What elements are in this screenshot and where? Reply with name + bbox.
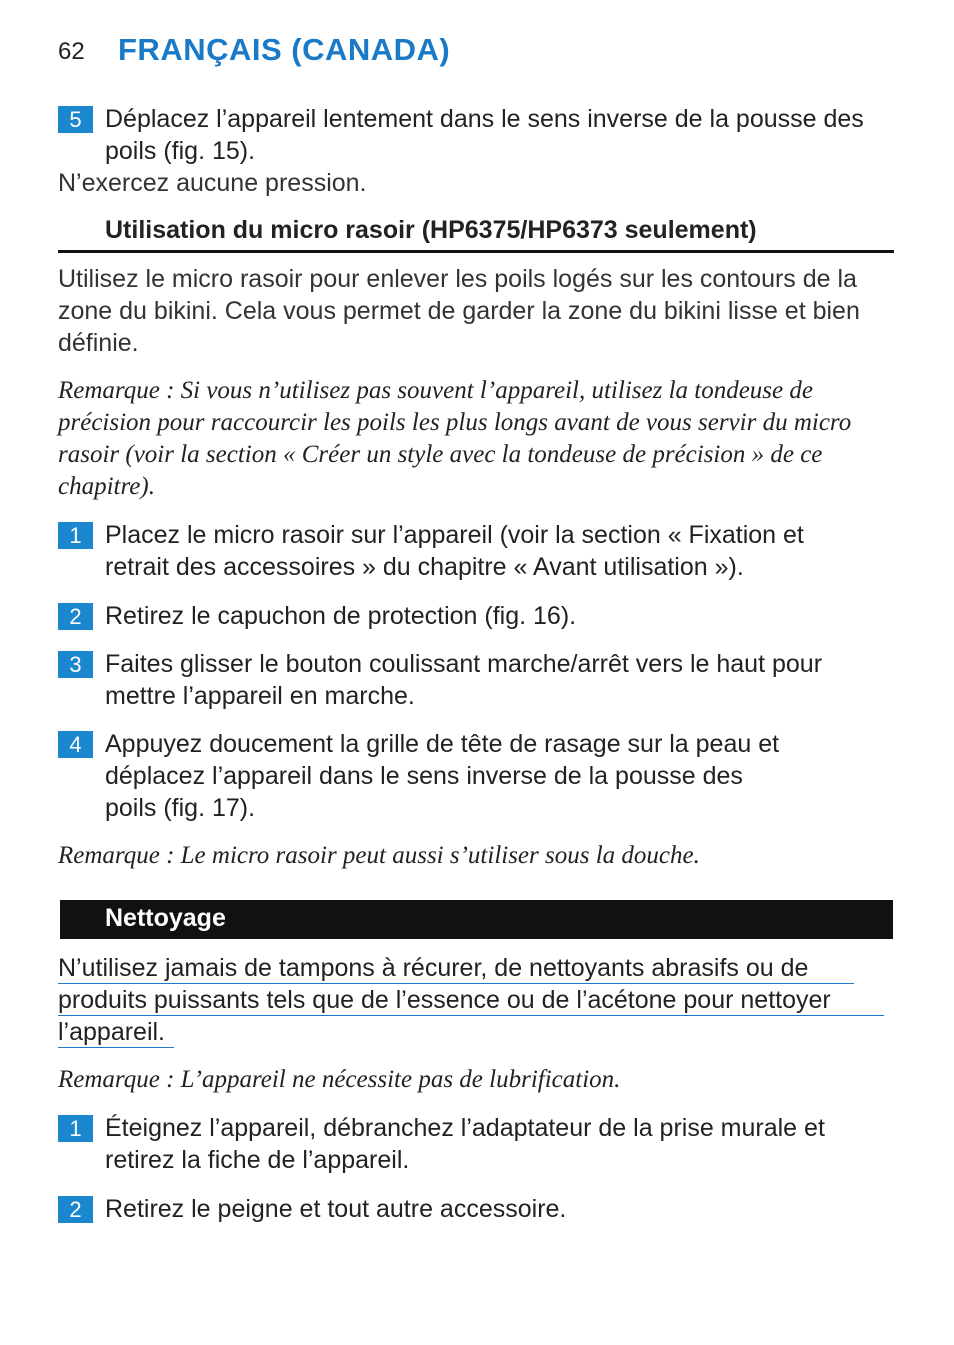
lubrication-note: Remarque : L’appareil ne nécessite pas de lubrification.: [58, 1066, 621, 1093]
language-title: FRANÇAIS (CANADA): [118, 32, 451, 67]
step-number-badge: 3: [58, 651, 93, 678]
step-text: Retirez le peigne et tout autre accessoire.: [105, 1195, 567, 1223]
shower-note: Remarque : Le micro rasoir peut aussi s’utiliser sous la douche.: [58, 842, 700, 869]
step-text: Placez le micro rasoir sur l’appareil (voir la section « Fixation et retrait des accessoires » du chapitre « Avant utilisation »).: [105, 521, 804, 581]
step-text: Éteignez l’appareil, débranchez l’adaptateur de la prise murale et retirez la fiche de l’appareil.: [105, 1114, 825, 1174]
step-number-badge: 2: [58, 603, 93, 630]
micro-section-heading: Utilisation du micro rasoir (HP6375/HP6373 seulement): [58, 212, 894, 253]
step-number-badge: 1: [58, 522, 93, 549]
step-text: Déplacez l’appareil lentement dans le sens inverse de la pousse des poils (fig. 15).: [105, 105, 864, 165]
step-text: Faites glisser le bouton coulissant marche/arrêt vers le haut pour mettre l’appareil en marche.: [105, 650, 823, 710]
step-text: Appuyez doucement la grille de tête de rasage sur la peau et déplacez l’appareil dans le sens inverse de la pousse des poils (fig. 17).: [105, 730, 780, 822]
micro-note: Remarque : Si vous n’utilisez pas souvent l’appareil, utilisez la tondeuse de précision pour raccourcir les poils les plus longs avant de vous servir du micro rasoir (voir la section « Créer un style avec la tondeuse de précision » de ce chapitre).: [58, 377, 852, 500]
micro-intro: Utilisez le micro rasoir pour enlever les poils logés sur les contours de la zone du bikini. Cela vous permet de garder la zone du bikini lisse et bien définie.: [58, 265, 860, 357]
cleaning-warning: N’utilisez jamais de tampons à récurer, de nettoyants abrasifs ou de produits puissants tels que de l’essence ou de l’acétone pour nettoyer l’appareil.: [58, 954, 831, 1046]
step-number-badge: 5: [58, 106, 93, 133]
pressure-note: N’exercez aucune pression.: [58, 169, 367, 197]
step-text: Retirez le capuchon de protection (fig. 16).: [105, 602, 577, 630]
step-number-badge: 4: [58, 731, 93, 758]
step-number-badge: 2: [58, 1196, 93, 1223]
page-number: 62: [58, 38, 85, 65]
step-number-badge: 1: [58, 1115, 93, 1142]
cleaning-heading: Nettoyage: [60, 900, 893, 939]
